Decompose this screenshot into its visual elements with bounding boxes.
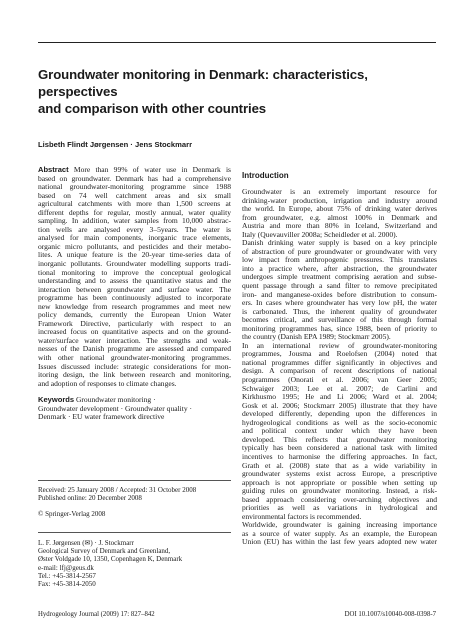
- abstract-column: [38, 166, 231, 422]
- abstract-line: tion wells are analysed every 3–5years. The water is: [38, 225, 231, 234]
- abstract-line: lites. A unique feature is the 20-year time-series data of: [38, 251, 231, 260]
- affiliation-line: Tel.: +45-3814-2567: [38, 571, 96, 580]
- intro-line: programmes (Onorati et al. 2006; van Geer 2005;: [242, 376, 437, 385]
- received-date: Received: 25 January 2008 / Accepted: 31 October 2008: [38, 486, 197, 494]
- abstract-line: new knowledge from research programmes and meet new: [38, 302, 231, 311]
- intro-line: undergoes simple treatment comprising aeration and subse-: [242, 273, 437, 282]
- abstract-line: water/surface water interaction. The strengths and weak-: [38, 336, 231, 345]
- intro-line: Danish drinking water supply is based on a key principle: [242, 239, 437, 248]
- abstract-line: organic micro pollutants, and pesticides and their metabo-: [38, 242, 231, 251]
- intro-line: Worldwide, groundwater is gaining increasing importance: [242, 521, 437, 530]
- affiliation-line: Fax: +45-3814-2050: [38, 580, 96, 589]
- abstract-line: based on groundwater. Denmark has had a comprehensive: [38, 174, 231, 183]
- title-line: and comparison with other countries: [38, 101, 267, 116]
- intro-line: monitoring programmes has, since 1988, been of priority to: [242, 324, 437, 333]
- abstract-line: national groundwater-monitoring programme since 1988: [38, 183, 231, 192]
- intro-line: iron- and manganese-oxides before distribution to consum-: [242, 290, 437, 299]
- intro-line: drinking-water production, irrigation and industry around: [242, 196, 437, 205]
- introduction-body: [242, 188, 437, 547]
- abstract-line: analysed for main components, inorganic trace elements,: [38, 234, 231, 243]
- abstract-line: programme has been continuously adjusted to incorporate: [38, 294, 231, 303]
- keywords: [38, 396, 231, 422]
- intro-line: Union (EU) has within the last few years adopted new water: [242, 538, 437, 547]
- intro-line: Gosk et al. 2006; Stockmarr 2005) illustrate that they have: [242, 401, 437, 410]
- affiliation: [38, 539, 182, 588]
- abstract-line: tional monitoring to improve the conceptual geological: [38, 268, 231, 277]
- intro-line: In an international review of groundwater-monitoring: [242, 341, 437, 350]
- intro-line: into a practice where, after abstraction, the groundwater: [242, 264, 437, 273]
- intro-line: approach is not appropriate or possible when setting up: [242, 478, 437, 487]
- copyright: © Springer-Verlag 2008: [38, 510, 106, 519]
- intro-line: becomes critical, and surveillance of this through formal: [242, 316, 437, 325]
- abstract-line: and adoption of responses to climate changes.: [38, 379, 177, 388]
- abstract-line: agricultural catchments with more than 1,500 screens at: [38, 200, 231, 209]
- intro-line: the country (Danish EPA 1989; Stockmarr 2005).: [242, 333, 391, 342]
- intro-line: environmental factors is recommended.: [242, 512, 362, 521]
- published-date: Published online: 20 December 2008: [38, 494, 142, 503]
- received-info: [38, 486, 196, 519]
- abstract-line: Framework Directive, particularly with respect to an: [38, 319, 231, 328]
- abstract-line: increased focus on quantitative aspects and on the ground-: [38, 328, 231, 337]
- top-rule: [38, 42, 436, 43]
- abstract-line: interaction between groundwater and surface water. The: [38, 285, 231, 294]
- intro-line: developed. This reflects that groundwater monitoring: [242, 435, 437, 444]
- abstract-line: different depths for regular, mostly annual, water quality: [38, 208, 231, 217]
- intro-line: Kirkhusmo 1995; He and Li 2006; Ward et al. 2004;: [242, 393, 437, 402]
- intro-line: from groundwater, e.g. almost 100% in Denmark and: [242, 213, 437, 222]
- intro-line: of abstraction of pure groundwater or groundwater with very: [242, 247, 437, 256]
- intro-line: based approach considering over-arching objectives and: [242, 495, 437, 504]
- intro-line: Groundwater is an extremely important resource for: [242, 188, 437, 196]
- meta-divider: [38, 480, 231, 481]
- affiliation-line: Geological Survey of Denmark and Greenland,: [38, 547, 171, 556]
- abstract-line: Issues discussed include: strategic considerations for mon-: [38, 362, 231, 371]
- intro-line: Grath et al. (2008) state that as a wide variability in: [242, 461, 437, 470]
- authors: Lisbeth Flindt Jørgensen · Jens Stockmarr: [38, 140, 193, 149]
- journal-citation: Hydrogeology Journal (2009) 17: 827–842: [38, 611, 155, 618]
- intro-line: guiding rules on groundwater monitoring. Instead, a risk-: [242, 487, 437, 496]
- abstract-line: sampling. In addition, water samples from 10,000 abstrac-: [38, 217, 231, 226]
- intro-line: typically has been considered a national task with limited: [242, 444, 437, 453]
- abstract-line: Abstract More than 99% of water use in Denmark is: [38, 166, 231, 174]
- keywords-line: Keywords Groundwater monitoring ·: [38, 396, 156, 405]
- affiliation-line: L. F. Jørgensen (✉) · J. Stockmarr: [38, 539, 134, 547]
- title-line: Groundwater monitoring in Denmark: characteristics, perspectives: [38, 67, 368, 99]
- intro-line: hydrogeological conditions as well as the socio-economic: [242, 418, 437, 427]
- abstract-line: understanding and to assess the quantitative status and the: [38, 277, 231, 286]
- doi[interactable]: DOI 10.1007/s10040-008-0398-7: [344, 611, 436, 618]
- intro-line: Schwaiger 2003; Lee et al. 2007; de Carlini and: [242, 384, 437, 393]
- affiliation-divider: [38, 532, 231, 533]
- abstract-line: itoring design, the link between research and monitoring,: [38, 371, 231, 380]
- keywords-line: Denmark · EU water framework directive: [38, 413, 165, 422]
- intro-line: is carbonated. Thus, the inherent quality of groundwater: [242, 307, 437, 316]
- paper-title: [38, 66, 438, 117]
- intro-line: national programmes differ significantly in objectives and: [242, 358, 437, 367]
- introduction-column: [242, 166, 437, 547]
- intro-line: quent passage through a sand filter to remove precipitated: [242, 282, 437, 291]
- abstract-line: inorganic pollutants. Groundwater modelling supports tradi-: [38, 260, 231, 269]
- intro-line: incentives to harmonise the differing approaches. In fact,: [242, 452, 437, 461]
- intro-line: programmes, Jousma and Roelofsen (2004) noted that: [242, 350, 437, 359]
- abstract: [38, 166, 231, 388]
- keywords-line: Groundwater development · Groundwater quality ·: [38, 404, 193, 413]
- intro-line: low impact from anthropogenic pressures. This translates: [242, 256, 437, 265]
- intro-line: priorities as well as variations in hydrological and: [242, 504, 437, 513]
- intro-line: the world. In Europe, about 75% of drinking water derives: [242, 205, 437, 214]
- intro-line: Austria and more than 80% in Iceland, Switzerland and: [242, 222, 437, 231]
- intro-line: groundwater systems exist across Europe, a prescriptive: [242, 470, 437, 479]
- introduction-heading: Introduction: [242, 171, 289, 180]
- email-link[interactable]: e-mail: lfj@geus.dk: [38, 563, 94, 572]
- affiliation-line: Øster Voldgade 10, 1350, Copenhagen K, Denmark: [38, 555, 183, 564]
- intro-line: ers. In cases where groundwater has very low pH, the water: [242, 299, 437, 308]
- intro-line: Italy (Quevauviller 2008a; Scheidleder et al. 2000).: [242, 230, 398, 239]
- intro-line: as a source of water supply. As an example, the European: [242, 529, 437, 538]
- abstract-line: with other national groundwater-monitoring programmes.: [38, 354, 231, 363]
- intro-line: and political context under which they have been: [242, 427, 437, 436]
- abstract-line: nesses of the Danish programme are assessed and compared: [38, 345, 231, 354]
- abstract-line: based on 74 well catchment areas and six small: [38, 191, 231, 200]
- intro-line: design. A comparison of recent descriptions of national: [242, 367, 437, 376]
- intro-line: developed differently, depending upon the differences in: [242, 410, 437, 419]
- abstract-line: policy demands, currently the European Union Water: [38, 311, 231, 320]
